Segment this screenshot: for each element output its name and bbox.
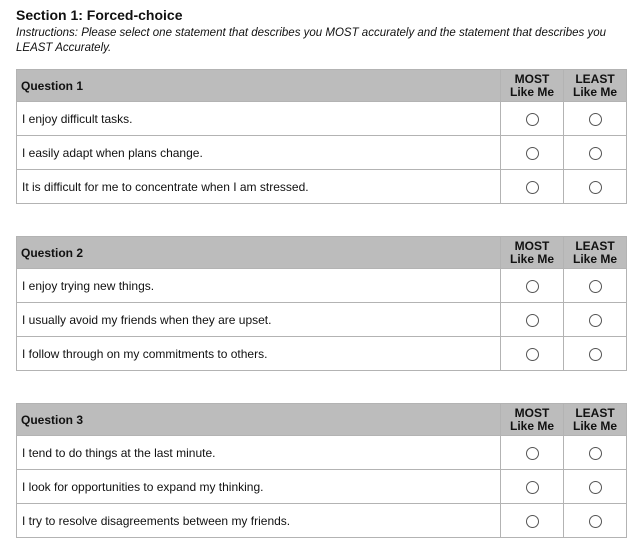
least-radio-cell <box>564 102 627 136</box>
least-like-me-radio[interactable] <box>589 515 602 528</box>
most-radio-cell <box>501 136 564 170</box>
least-radio-cell <box>564 436 627 470</box>
most-like-me-header <box>501 70 564 102</box>
statement-row <box>17 170 627 204</box>
least-like-me-header <box>564 237 627 269</box>
question-table-1 <box>16 69 627 204</box>
least-like-me-radio[interactable] <box>589 348 602 361</box>
least-label: LEAST <box>575 71 615 86</box>
least-like-me-radio[interactable] <box>589 181 602 194</box>
least-like-me-radio[interactable] <box>589 314 602 327</box>
most-radio-cell <box>501 470 564 504</box>
statement-row <box>17 337 627 371</box>
most-radio-cell <box>501 303 564 337</box>
question-title: Question 2 <box>17 237 501 269</box>
least-like-me-radio[interactable] <box>589 447 602 460</box>
most-like-me-radio[interactable] <box>526 481 539 494</box>
question-header-row <box>17 237 627 269</box>
most-like-me-radio[interactable] <box>526 314 539 327</box>
least-radio-cell <box>564 470 627 504</box>
most-like-me-radio[interactable] <box>526 113 539 126</box>
most-radio-cell <box>501 102 564 136</box>
most-radio-cell <box>501 504 564 538</box>
instructions-text: Instructions: Please select one statement that describes you MOST accurately and the statement that describes you LEAST Accurately. <box>16 27 606 54</box>
most-label: MOST <box>514 405 550 420</box>
most-like-me-header <box>501 237 564 269</box>
most-radio-cell <box>501 337 564 371</box>
section-title: Section 1: Forced-choice <box>16 7 183 23</box>
like-me-label: Like Me <box>509 418 554 433</box>
most-radio-cell <box>501 436 564 470</box>
statement-text: I tend to do things at the last minute. <box>17 436 501 470</box>
question-table-3 <box>16 403 627 538</box>
least-like-me-radio[interactable] <box>589 113 602 126</box>
statement-text: I enjoy difficult tasks. <box>17 102 501 136</box>
statement-row <box>17 269 627 303</box>
statement-row <box>17 504 627 538</box>
like-me-label: Like Me <box>509 84 554 99</box>
least-like-me-header <box>564 404 627 436</box>
least-radio-cell <box>564 136 627 170</box>
like-me-label: Like Me <box>572 84 617 99</box>
least-radio-cell <box>564 303 627 337</box>
most-like-me-radio[interactable] <box>526 181 539 194</box>
most-like-me-header <box>501 404 564 436</box>
statement-row <box>17 136 627 170</box>
statement-text: I try to resolve disagreements between my friends. <box>17 504 501 538</box>
statement-row <box>17 102 627 136</box>
least-radio-cell <box>564 337 627 371</box>
question-title: Question 3 <box>17 404 501 436</box>
most-radio-cell <box>501 170 564 204</box>
least-like-me-header <box>564 70 627 102</box>
most-radio-cell <box>501 269 564 303</box>
statement-text: I follow through on my commitments to others. <box>17 337 501 371</box>
least-label: LEAST <box>575 238 615 253</box>
statement-row <box>17 470 627 504</box>
least-radio-cell <box>564 269 627 303</box>
statement-text: I usually avoid my friends when they are upset. <box>17 303 501 337</box>
least-like-me-radio[interactable] <box>589 481 602 494</box>
least-radio-cell <box>564 504 627 538</box>
most-like-me-radio[interactable] <box>526 280 539 293</box>
like-me-label: Like Me <box>572 418 617 433</box>
least-like-me-radio[interactable] <box>589 147 602 160</box>
statement-row <box>17 303 627 337</box>
statement-text: I enjoy trying new things. <box>17 269 501 303</box>
statement-text: I look for opportunities to expand my thinking. <box>17 470 501 504</box>
most-like-me-radio[interactable] <box>526 348 539 361</box>
least-label: LEAST <box>575 405 615 420</box>
question-header-row <box>17 70 627 102</box>
like-me-label: Like Me <box>509 251 554 266</box>
most-like-me-radio[interactable] <box>526 147 539 160</box>
most-label: MOST <box>514 71 550 86</box>
most-label: MOST <box>514 238 550 253</box>
least-like-me-radio[interactable] <box>589 280 602 293</box>
most-like-me-radio[interactable] <box>526 447 539 460</box>
question-table-2 <box>16 236 627 371</box>
most-like-me-radio[interactable] <box>526 515 539 528</box>
question-header-row <box>17 404 627 436</box>
statement-text: I easily adapt when plans change. <box>17 136 501 170</box>
question-title: Question 1 <box>17 70 501 102</box>
statement-text: It is difficult for me to concentrate when I am stressed. <box>17 170 501 204</box>
least-radio-cell <box>564 170 627 204</box>
like-me-label: Like Me <box>572 251 617 266</box>
statement-row <box>17 436 627 470</box>
section-header <box>16 6 626 56</box>
